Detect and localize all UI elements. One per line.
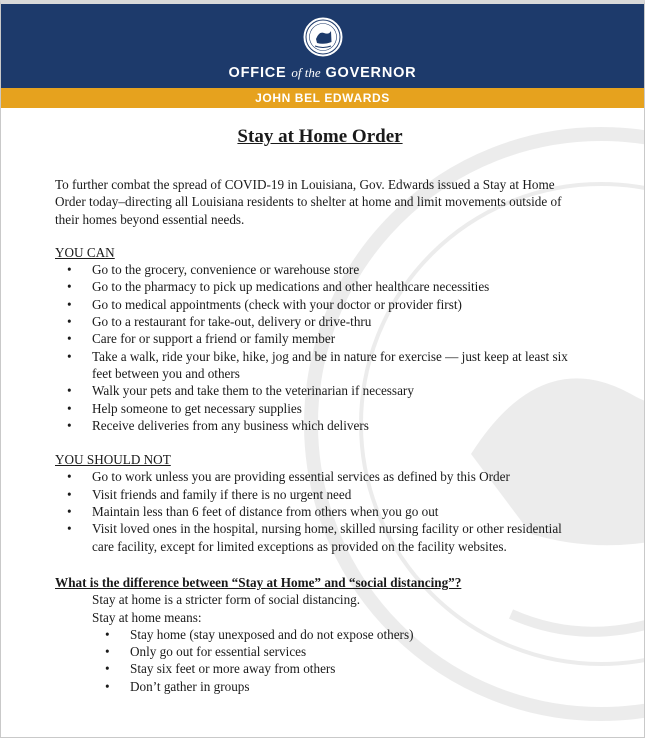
bullet-icon: • <box>105 661 110 677</box>
bullet-icon: • <box>67 331 72 347</box>
list-item <box>55 261 585 278</box>
bullet-icon: • <box>105 644 110 660</box>
bullet-icon: • <box>67 469 72 485</box>
bullet-icon: • <box>67 521 72 537</box>
list-item <box>55 313 585 330</box>
bullet-icon: • <box>67 400 72 416</box>
stay-at-home-list <box>55 626 585 695</box>
list-item-text: Go to the grocery, convenience or warehouse store <box>92 262 360 278</box>
list-item-text: Help someone to get necessary supplies <box>92 400 302 416</box>
list-item-text: Care for or support a friend or family member <box>92 331 336 347</box>
list-item-text: Don’t gather in groups <box>130 678 250 694</box>
you-should-not-heading: YOU SHOULD NOT <box>55 452 171 468</box>
list-item <box>55 626 585 643</box>
difference-question: What is the difference between “Stay at Home” and “social distancing”? <box>55 574 462 590</box>
list-item-text: Maintain less than 6 feet of distance from others when you go out <box>92 504 439 520</box>
list-item <box>55 330 585 347</box>
intro-paragraph: To further combat the spread of COVID-19 in Louisiana, Gov. Edwards issued a Stay at Home Order today–directing all Louisiana residents to shelter at home and limit movements outside of their homes beyond essential needs. <box>55 177 562 227</box>
list-item-text: Stay six feet or more away from others <box>130 661 336 677</box>
difference-line-2: Stay at home means: <box>92 609 202 625</box>
list-item <box>55 348 585 383</box>
you-should-not-list <box>55 468 585 554</box>
list-item <box>55 486 585 503</box>
list-item-text: Go to work unless you are providing essential services as defined by this Order <box>92 469 510 485</box>
bullet-icon: • <box>67 279 72 295</box>
list-item-text: Take a walk, ride your bike, hike, jog and be in nature for exercise — just keep at least six feet between you and others <box>92 348 568 381</box>
page-title: Stay at Home Order <box>237 126 403 147</box>
you-can-list <box>55 261 585 434</box>
list-item <box>55 643 585 660</box>
list-item-text: Visit loved ones in the hospital, nursing home, skilled nursing facility or other residential care facility, except for limited exceptions as provided on the facility websites. <box>92 521 562 554</box>
list-item-text: Go to a restaurant for take-out, delivery or drive-thru <box>92 314 372 330</box>
bullet-icon: • <box>67 348 72 364</box>
list-item <box>55 678 585 695</box>
document-body <box>55 126 585 695</box>
bullet-icon: • <box>67 383 72 399</box>
bullet-icon: • <box>105 678 110 694</box>
list-item-text: Go to the pharmacy to pick up medications and other healthcare necessities <box>92 279 490 295</box>
list-item-text: Receive deliveries from any business which delivers <box>92 417 369 433</box>
office-suffix: GOVERNOR <box>325 65 417 81</box>
section-spacer <box>55 434 585 451</box>
list-item <box>55 503 585 520</box>
list-item <box>55 278 585 295</box>
office-prefix: OFFICE <box>228 65 287 81</box>
list-item-text: Only go out for essential services <box>130 644 307 660</box>
list-item <box>55 468 585 485</box>
bullet-icon: • <box>67 417 72 433</box>
office-title <box>1 65 644 81</box>
list-item-text: Stay home (stay unexposed and do not expose others) <box>130 626 414 642</box>
list-item-text: Walk your pets and take them to the veterinarian if necessary <box>92 383 414 399</box>
list-item <box>55 660 585 677</box>
office-of-the: of the <box>291 65 321 80</box>
difference-line-1: Stay at home is a stricter form of social distancing. <box>92 592 361 608</box>
list-item <box>55 417 585 434</box>
list-item <box>55 400 585 417</box>
bullet-icon: • <box>67 262 72 278</box>
list-item <box>55 382 585 399</box>
louisiana-state-seal-icon <box>302 16 344 58</box>
section-spacer <box>55 555 585 572</box>
list-item-text: Visit friends and family if there is no urgent need <box>92 486 352 502</box>
bullet-icon: • <box>67 314 72 330</box>
governor-name: JOHN BEL EDWARDS <box>255 91 390 105</box>
list-item-text: Go to medical appointments (check with your doctor or provider first) <box>92 296 462 312</box>
bullet-icon: • <box>67 504 72 520</box>
list-item <box>55 520 585 555</box>
you-can-heading: YOU CAN <box>55 244 115 260</box>
list-item <box>55 296 585 313</box>
bullet-icon: • <box>67 486 72 502</box>
bullet-icon: • <box>105 626 110 642</box>
bullet-icon: • <box>67 296 72 312</box>
